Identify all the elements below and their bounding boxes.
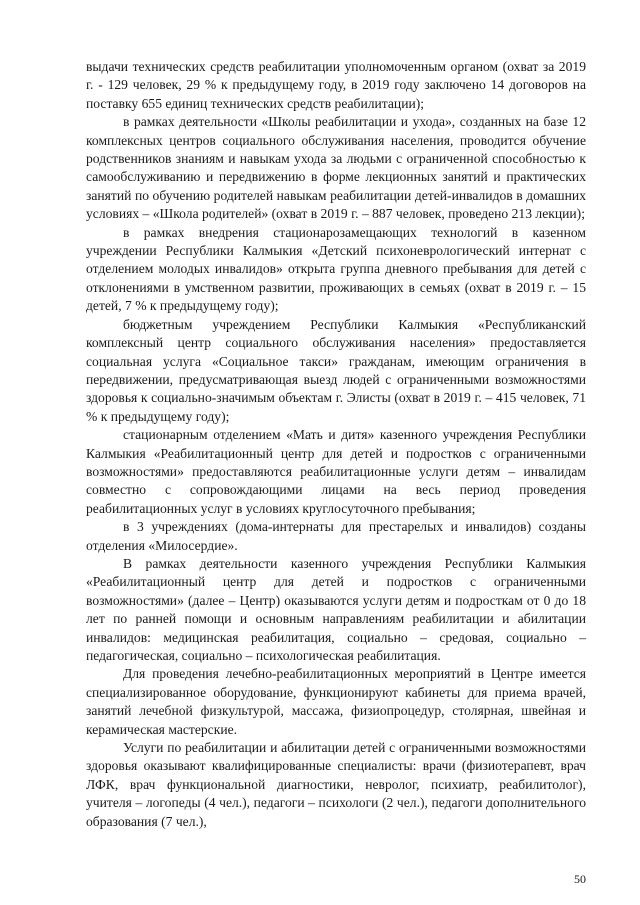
- paragraph-day-group: в рамках внедрения стационарозамещающих технологий в казенном учреждении Республики Калмыкия «Детский психоневрологический интернат с отделением молодых инвалидов» открыта группа дневного пребывания для детей с отклонениями в умственном развитии, проживающих в семьях (охват в 2019 г. – 15 детей, 7 % к предыдущему году);: [86, 224, 586, 314]
- page-number: 50: [574, 872, 586, 886]
- paragraph-social-taxi: бюджетным учреждением Республики Калмыкия «Республиканский комплексный центр социального обслуживания населения» предоставляется социальная услуга «Социальное такси» гражданам, имеющим ограничения в передвижении, предусматривающая выезд людей с ограниченными возможностями здоровья к социально-значимым объектам г. Элисты (охват в 2019 г. – 415 человек, 71 % к предыдущему году);: [86, 316, 586, 424]
- body-text: [86, 58, 586, 831]
- paragraph-mother-child: стационарным отделением «Мать и дитя» казенного учреждения Республики Калмыкия «Реабилитационный центр для детей и подростков с ограниченными возможностями» предоставляются реабилитационные услуги детям – инвалидам совместно с сопровождающими лицами на весь период проведения реабилитационных услуг в условиях круглосуточного пребывания;: [86, 427, 586, 516]
- paragraph-rehab-center: В рамках деятельности казенного учреждения Республики Калмыкия «Реабилитационный центр для детей и подростков с ограниченными возможностями» (далее – Центр) оказываются услуги детям и подросткам от 0 до 18 лет по ранней помощи и основным направлениям реабилитации и абилитации инвалидов: медицинская реабилитация, социально – средовая, социально – педагогическая, социально – психологическая реабилитация.: [86, 555, 586, 663]
- paragraph-rehab-school: в рамках деятельности «Школы реабилитации и ухода», созданных на базе 12 комплексных центров социального обслуживания населения, проводится обучение родственников знаниям и навыкам ухода за людьми с ограниченной способностью к самообслуживанию и передвижению в форме лекционных занятий и практических занятий по обучению родителей навыкам реабилитации детей-инвалидов в домашних условиях – «Школа родителей» (охват в 2019 г. – 887 человек, проведено 213 лекции);: [86, 114, 586, 222]
- paragraph-mercy-departments: в 3 учреждениях (дома-интернаты для престарелых и инвалидов) созданы отделения «Милосердие».: [86, 519, 586, 553]
- paragraph-continuation: выдачи технических средств реабилитации уполномоченным органом (охват за 2019 г. - 129 человек, 29 % к предыдущему году, в 2019 году заключено 14 договоров на поставку 655 единиц технических средств реабилитации);: [86, 59, 586, 111]
- paragraph-specialists: Услуги по реабилитации и абилитации детей с ограниченными возможностями здоровья оказывают квалифицированные специалисты: врачи (физиотерапевт, врач ЛФК, врач функциональной диагностики, невролог, психиатр, реабилитолог), учителя – логопеды (4 чел.), педагоги – психологи (2 чел.), педагоги дополнительного образования (7 чел.),: [86, 740, 586, 829]
- paragraph-equipment: Для проведения лечебно-реабилитационных мероприятий в Центре имеется специализированное оборудование, функционируют кабинеты для приема врачей, занятий лечебной физкультурой, массажа, физиопроцедур, столярная, швейная и керамическая мастерские.: [86, 666, 586, 737]
